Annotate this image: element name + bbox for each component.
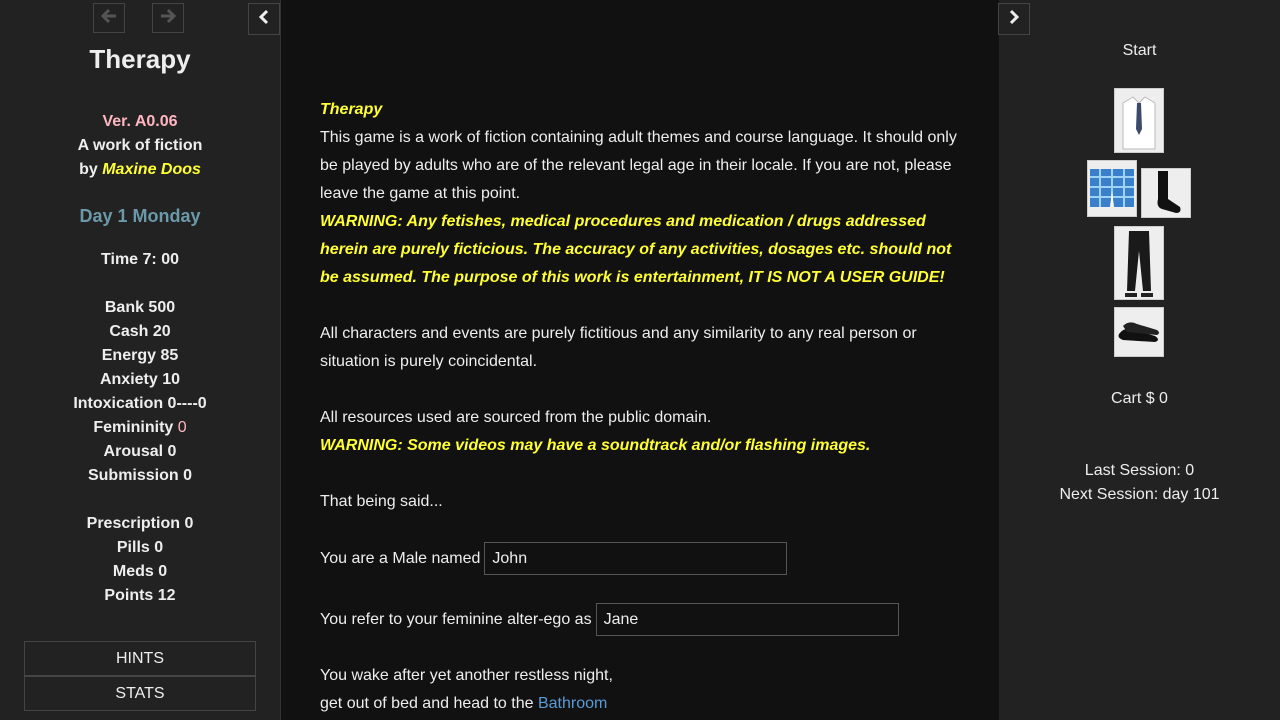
- wake-text: You wake after yet another restless night,: [320, 667, 613, 684]
- cash-stat: Cash 20: [109, 323, 171, 340]
- back-button[interactable]: [93, 3, 125, 33]
- intoxication-stat: Intoxication 0----0: [73, 395, 207, 412]
- shoes-item[interactable]: [1114, 307, 1164, 357]
- cart-total: Cart $ 0: [1111, 390, 1168, 407]
- disclaimer-text: This game is a work of fiction containing adult themes and course language. It should only be played by adults who are of the relevant legal age in their locale. If you are not, please leave the game at this point.: [320, 129, 957, 202]
- trousers-item[interactable]: [1114, 226, 1164, 300]
- alter-ego-prompt: You refer to your feminine alter-ego as: [320, 610, 592, 628]
- points-stat: Points 12: [104, 587, 176, 604]
- author-line: [0, 158, 280, 182]
- arrow-left-icon: [100, 7, 118, 30]
- time-stat: Time 7: 00: [101, 251, 179, 268]
- shirt-tie-icon: [1115, 89, 1163, 152]
- anxiety-stat: Anxiety 10: [99, 371, 181, 388]
- name-row: [320, 542, 970, 575]
- right-sidebar: [999, 0, 1280, 720]
- hints-button[interactable]: HINTS: [24, 641, 256, 676]
- resources-text: All resources used are sourced from the public domain.: [320, 409, 712, 426]
- meds-stat: Meds 0: [112, 563, 168, 580]
- name-prompt: You are a Male named: [320, 549, 481, 567]
- head-to-line: [320, 690, 970, 718]
- start-link[interactable]: Start: [1122, 42, 1157, 59]
- socks-item[interactable]: [1141, 168, 1191, 218]
- name-input[interactable]: [484, 542, 787, 575]
- left-sidebar: [0, 0, 281, 720]
- bathroom-link[interactable]: Bathroom: [537, 695, 608, 712]
- arrow-right-icon: [159, 7, 177, 30]
- alter-ego-row: [320, 603, 970, 636]
- arousal-stat: Arousal 0: [103, 443, 177, 460]
- stats-button[interactable]: STATS: [24, 676, 256, 711]
- tagline: A work of fiction: [77, 137, 203, 154]
- intro-text: That being said...: [320, 493, 443, 510]
- prescription-stat: Prescription 0: [86, 515, 194, 532]
- femininity-value: 0: [177, 419, 187, 436]
- video-warning-text: WARNING: Some videos may have a soundtrack and/or flashing images.: [320, 437, 871, 454]
- chevron-right-icon: [1007, 9, 1021, 30]
- version-label: Ver. A0.06: [102, 113, 178, 130]
- next-session: Next Session: day 101: [1059, 486, 1220, 503]
- forward-button[interactable]: [152, 3, 184, 33]
- femininity-label: Femininity: [93, 419, 174, 436]
- boxers-icon: [1088, 161, 1136, 216]
- last-session: Last Session: 0: [1084, 462, 1195, 479]
- author-name: Maxine Doos: [102, 161, 201, 178]
- energy-stat: Energy 85: [101, 347, 179, 364]
- by-label: by: [79, 161, 98, 178]
- shoes-icon: [1115, 308, 1163, 356]
- passage-heading: Therapy: [320, 101, 383, 118]
- head-to-text: get out of bed and head to the: [320, 695, 534, 712]
- chevron-left-icon: [257, 9, 271, 30]
- shirt-tie-item[interactable]: [1114, 88, 1164, 153]
- pills-stat: Pills 0: [116, 539, 164, 556]
- story-title: Therapy: [89, 44, 191, 74]
- passage: [320, 96, 970, 718]
- femininity-stat: [0, 416, 280, 440]
- trousers-icon: [1115, 227, 1163, 299]
- fiction-text: All characters and events are purely fictitious and any similarity to any real person or situation is purely coincidental.: [320, 325, 917, 370]
- collapse-right-sidebar-button[interactable]: [998, 3, 1030, 35]
- socks-icon: [1142, 169, 1190, 217]
- day-label: Day 1 Monday: [79, 206, 201, 226]
- boxers-item[interactable]: [1087, 160, 1137, 217]
- warning-text: WARNING: Any fetishes, medical procedures and medication / drugs addressed herein are purely ficticious. The accuracy of any activities, dosages etc. should not be assumed. The purpose of this work is entertainment, IT IS NOT A USER GUIDE!: [320, 213, 952, 286]
- collapse-left-sidebar-button[interactable]: [248, 3, 280, 35]
- bank-stat: Bank 500: [104, 299, 176, 316]
- alter-ego-input[interactable]: [596, 603, 899, 636]
- submission-stat: Submission 0: [87, 467, 193, 484]
